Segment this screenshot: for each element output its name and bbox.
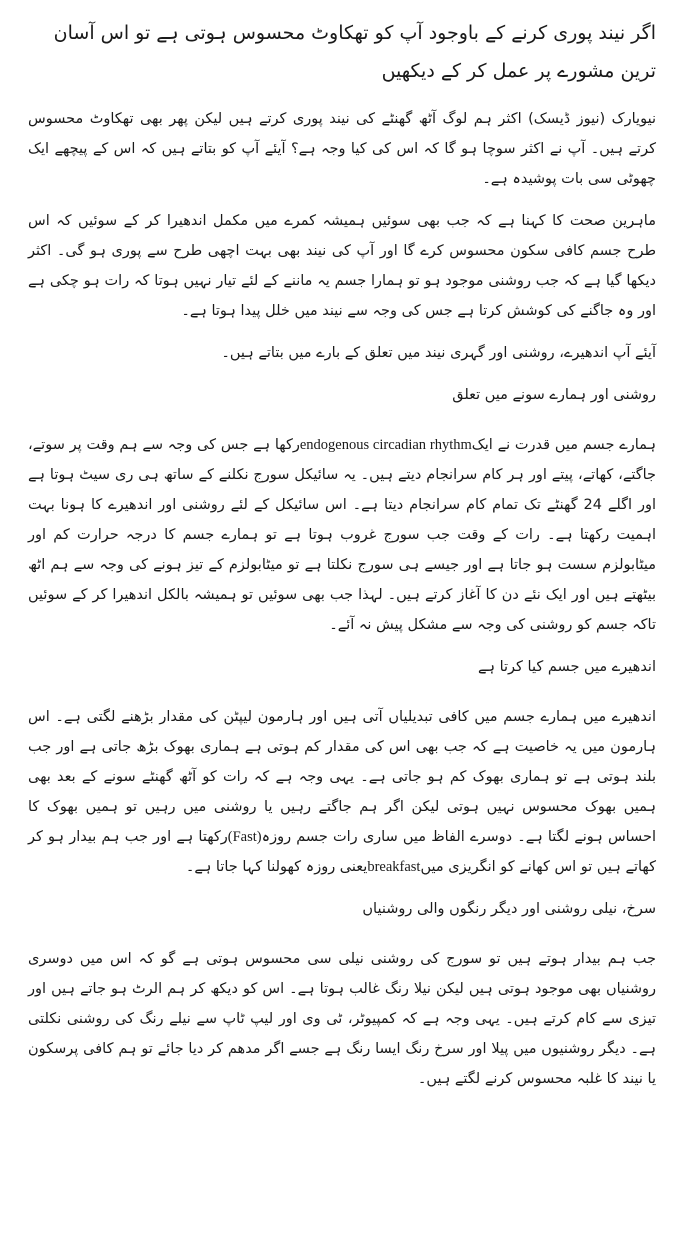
section-heading-darkness: اندھیرے میں جسم کیا کرتا ہے [477,659,656,675]
breakfast-term: breakfast [367,859,421,875]
transition-paragraph: آیئے آپ اندھیرے، روشنی اور گہری نیند میں تعلق کے بارے میں بتاتے ہیں۔ [221,345,656,361]
circadian-paragraph [28,430,656,640]
leptin-text-start: اندھیرے میں ہمارے جسم میں کافی تبدیلیاں آتی ہیں اور ہارمون لیپٹن کی مقدار بڑھنے لگتی ہے۔ اس ہارمون میں یہ خاصیت ہے کہ جب بھی اس کی مقدار کم ہوتی ہے ہماری بھوک بڑھ جاتی ہے اور جب بلند ہوتی ہے تو ہماری بھوک کم ہو جاتی ہے۔ یہی وجہ ہے کہ رات کو آٹھ گھنٹے سونے کے بعد بھی ہمیں بھوک محسوس نہیں ہوتی لیکن اگر ہم جاگتے رہیں یا روشنی میں رہیں تو ہمیں بھوک کا احساس ہونے لگتا ہے۔ دوسرے الفاظ میں ساری رات جسم روزہ [28,709,656,845]
section-heading-light-sleep: روشنی اور ہمارے سونے میں تعلق [452,387,656,403]
leptin-text-end: یعنی روزہ کھولنا کہا جاتا ہے۔ [185,859,368,875]
section-heading-colors: سرخ، نیلی روشنی اور دیگر رنگوں والی روشنیاں [362,901,656,917]
fast-term: (Fast) [227,829,262,845]
circadian-text-rest: رکھا ہے جس کی وجہ سے ہم وقت پر سوتے، جاگتے، کھاتے، پیتے اور ہر کام سرانجام دیتے ہیں۔ یہ سائیکل سورج نکلنے کے ساتھ ہی ری سیٹ ہوتا ہے اور اگلے 24 گھنٹے تک تمام کام سرانجام دیتا ہے۔ اس سائیکل کے لئے روشنی اور اندھیرے کا ہونا بہت اہمیت رکھتا ہے۔ رات کے وقت جب سورج غروب ہوتا ہے تو ہمارے جسم کا درجہ حرارت کم اور میٹابولزم سست ہو جاتا ہے اور جیسے ہی سورج نکلتا ہے تو میٹابولزم کے تیز ہونے کی وجہ سے ہم اٹھ بیٹھتے ہیں اور ایک نئے دن کا آغاز کرتے ہیں۔ لہذا جب بھی سوئیں تو ہمیشہ بالکل اندھیرا کر کے سوئیں تاکہ جسم کو روشنی کی وجہ سے مشکل پیش نہ آئے۔ [28,437,656,633]
circadian-text-start: ہمارے جسم میں قدرت نے ایک [471,437,656,453]
colors-paragraph: جب ہم بیدار ہوتے ہیں تو سورج کی روشنی نیلی سی محسوس ہوتی ہے گو کہ اس میں دوسری روشنیاں بھی موجود ہوتی ہیں لیکن نیلا رنگ غالب ہوتا ہے۔ اس کو دیکھ کر ہم الرٹ ہو جاتے ہیں اور تیزی سے کام کرتے ہیں۔ یہی وجہ ہے کہ کمپیوٹر، ٹی وی اور لیپ ٹاپ سے نیلے رنگ کی روشنی نکلتی ہے۔ دیگر روشنیوں میں پیلا اور سرخ رنگ ایسا رنگ ہے جسے اگر مدھم کر دیا جائے تو ہم کافی پرسکون یا نیند کا غلبہ محسوس کرنے لگتے ہیں۔ [28,951,656,1087]
intro-paragraph: نیویارک (نیوز ڈیسک) اکثر ہم لوگ آٹھ گھنٹے کی نیند پوری کرتے ہیں لیکن پھر بھی تھکاوٹ محسوس کرتے ہیں۔ آپ نے اکثر سوچا ہو گا کہ اس کی کیا وجہ ہے؟ آیئے آپ کو بتاتے ہیں کہ اس کے پیچھے ایک چھوٹی سی بات پوشیدہ ہے۔ [28,111,656,187]
experts-paragraph: ماہرین صحت کا کہنا ہے کہ جب بھی سوئیں ہمیشہ کمرے میں مکمل اندھیرا کر کے سوئیں کہ اس طرح جسم کافی سکون محسوس کرے گا اور آپ کی نیند بھی بہت اچھی طرح سے پوری ہو گی۔ اکثر دیکھا گیا ہے کہ جب روشنی موجود ہو تو ہمارا جسم یہ ماننے کے لئے تیار نہیں ہوتا کہ رات ہو چکی ہے اور وہ جاگنے کی کوشش کرتا ہے جس کی وجہ سے نیند میں خلل پیدا ہوتا ہے۔ [28,213,656,319]
leptin-text-mid: رکھتا ہے اور جب ہم بیدار ہو کر کھاتے ہیں تو اس کھانے کو انگریزی میں [28,829,656,875]
leptin-paragraph [28,702,656,882]
circadian-term: endogenous circadian rhythm [299,437,472,453]
article-title: اگر نیند پوری کرنے کے باوجود آپ کو تھکاوٹ محسوس ہوتی ہے تو اس آسان ترین مشورے پر عمل کر کے دیکھیں [53,22,656,82]
